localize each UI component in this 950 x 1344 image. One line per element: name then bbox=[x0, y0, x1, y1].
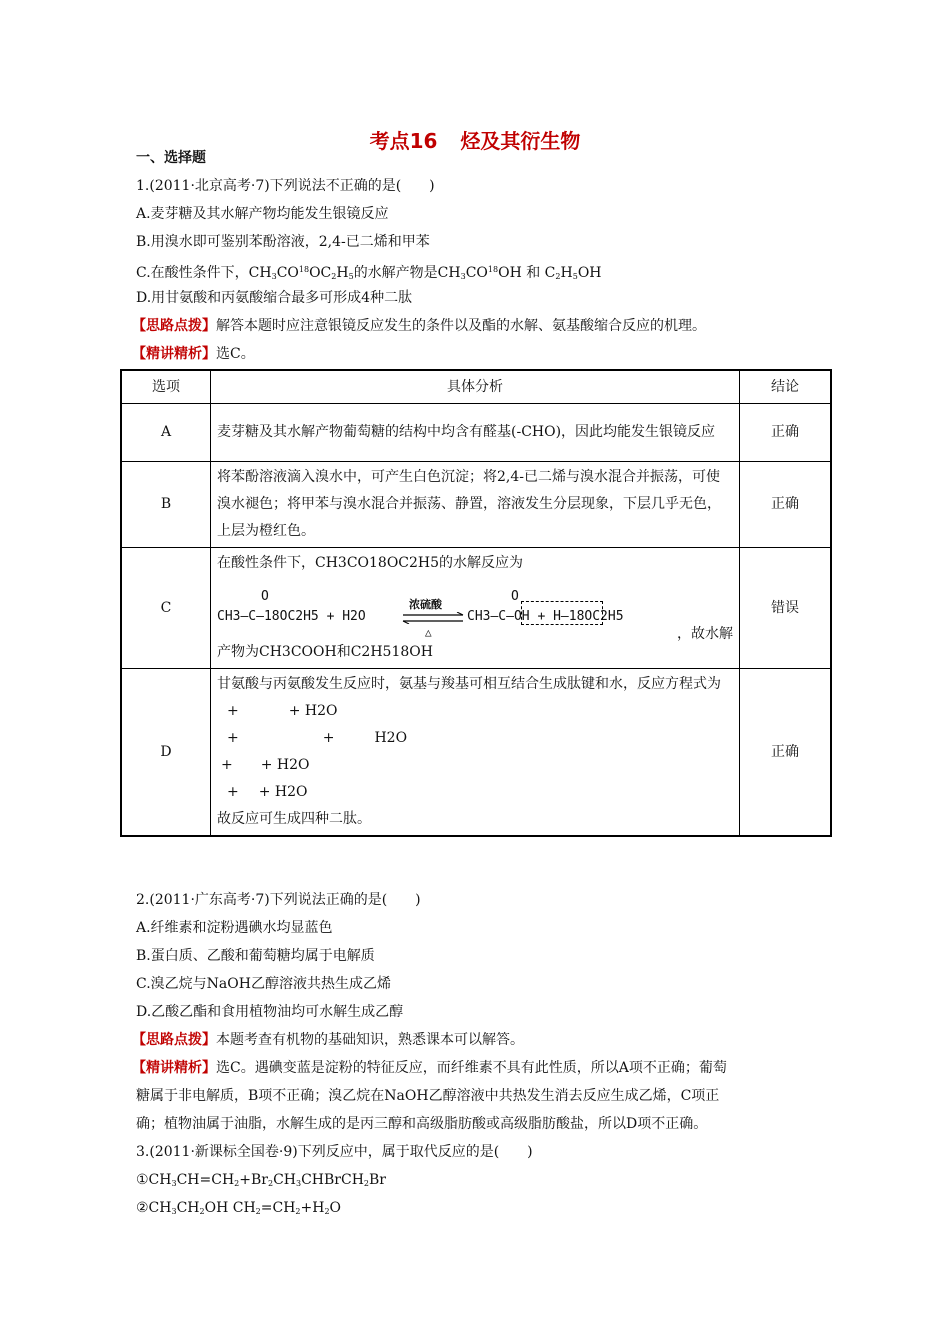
row-c-conclusion-text: 产物为CH3COOH和C2H518OH bbox=[217, 644, 433, 660]
q1-stem: 1.(2011·北京高考·7)下列说法不正确的是( ) bbox=[136, 178, 435, 194]
row-c-intro: 在酸性条件下，CH3CO18OC2H5的水解反应为 bbox=[217, 555, 524, 571]
table-row: B 将苯酚溶液滴入溴水中，可产生白色沉淀；将2,4-已二烯与溴水混合并振荡，可使溴水褪色；将甲苯与溴水混合并振荡、静置，溶液发生分层现象，下层几乎无色，上层为橙红色。 正确 bbox=[121, 462, 831, 548]
q3-reaction-2: $②CH_3CH_2OH$ $CH_2=CH_2+H_2O$ bbox=[136, 1200, 342, 1216]
header-option: 选项 bbox=[121, 370, 211, 404]
header-conclusion: 结论 bbox=[740, 370, 832, 404]
equation-3: + + H2O bbox=[221, 757, 310, 773]
section-heading: 一、选择题 bbox=[136, 150, 206, 166]
eq-condition-bottom: △ bbox=[425, 626, 432, 639]
table-row: C 在酸性条件下，CH3CO18OC2H5的水解反应为 O CH3—C—18OC2H5 + H2O 浓硫酸 △ O CH3—C—OH + H—18OC2H5 ，故水解 产物为CH3COOH和C2H518OH 错误 bbox=[121, 548, 831, 669]
equation-1: + + H2O bbox=[227, 703, 338, 719]
q1-option-a: A.麦芽糖及其水解产物均能发生银镜反应 bbox=[136, 206, 389, 222]
q1-option-b: B.用溴水即可鉴别苯酚溶液，2,4-已二烯和甲苯 bbox=[136, 234, 430, 250]
q1-option-d: D.用甘氨酸和丙氨酸缩合最多可形成4种二肽 bbox=[136, 290, 413, 306]
q2-answer-line1: 【精讲精析】选C。遇碘变蓝是淀粉的特征反应，而纤维素不具有此性质，所以A项不正确；葡萄 bbox=[132, 1060, 727, 1076]
table-header-row bbox=[121, 370, 831, 404]
equilibrium-arrow bbox=[401, 607, 465, 634]
title-topic: 烃及其衍生物 bbox=[460, 129, 581, 153]
dashed-box bbox=[521, 601, 603, 625]
hydrolysis-equation bbox=[217, 577, 733, 642]
eq-right: CH3—C—OH + H—18OC2H5 bbox=[467, 609, 624, 624]
carbonyl-o-left: O bbox=[261, 589, 269, 604]
q2-stem: 2.(2011·广东高考·7)下列说法正确的是( ) bbox=[136, 892, 421, 908]
equation-4: + + H2O bbox=[227, 784, 308, 800]
table-row: D 甘氨酸与丙氨酸发生反应时，氨基与羧基可相互结合生成肽键和水，反应方程式为 + + H2O + + H2O + + H2O + + H2O 故反应可生成四种二肽。 正确 bbox=[121, 669, 831, 837]
q2-option-c: C.溴乙烷与NaOH乙醇溶液共热生成乙烯 bbox=[136, 976, 391, 992]
q2-answer-line2: 糖属于非电解质，B项不正确；溴乙烷在NaOH乙醇溶液中共热发生消去反应生成乙烯，C项正 bbox=[136, 1088, 720, 1104]
q3-reaction-1: $①CH_3CH=CH_2+Br_2CH_3CHBrCH_2Br$ bbox=[136, 1172, 386, 1188]
q1-answer: 【精讲精析】选C。 bbox=[132, 346, 255, 362]
q1-hint: 【思路点拨】解答本题时应注意银镜反应发生的条件以及酯的水解、氨基酸缩合反应的机理。 bbox=[132, 318, 706, 334]
q2-hint: 【思路点拨】本题考查有机物的基础知识，熟悉课本可以解答。 bbox=[132, 1032, 524, 1048]
q1-option-c: C.在酸性条件下，$CH_3CO^{18}OC_2H_5$的水解产物是$CH_3CO^{18}OH$ 和 $C_2H_5OH$ bbox=[136, 265, 602, 281]
title-number: 考点16 bbox=[369, 129, 438, 153]
analysis-table bbox=[120, 369, 832, 837]
table-row: A 麦芽糖及其水解产物葡萄糖的结构中均含有醛基(-CHO)，因此均能发生银镜反应 正确 bbox=[121, 404, 831, 462]
eq-suffix: ，故水解 bbox=[677, 626, 733, 642]
equilibrium-arrow-icon bbox=[401, 612, 465, 624]
q3-stem: 3.(2011·新课标全国卷·9)下列反应中，属于取代反应的是( ) bbox=[136, 1144, 533, 1160]
eq-left: CH3—C—18OC2H5 + H2O bbox=[217, 609, 366, 624]
carbonyl-o-right: O bbox=[511, 589, 519, 604]
q2-option-a: A.纤维素和淀粉遇碘水均显蓝色 bbox=[136, 920, 333, 936]
equation-2: + + H2O bbox=[227, 730, 408, 746]
eq-condition-top: 浓硫酸 bbox=[409, 598, 442, 611]
q2-option-b: B.蛋白质、乙酸和葡萄糖均属于电解质 bbox=[136, 948, 375, 964]
q2-answer-line3: 确；植物油属于油脂，水解生成的是丙三醇和高级脂肪酸或高级脂肪酸盐，所以D项不正确。 bbox=[136, 1116, 708, 1132]
header-analysis: 具体分析 bbox=[211, 370, 740, 404]
q2-option-d: D.乙酸乙酯和食用植物油均可水解生成乙醇 bbox=[136, 1004, 404, 1020]
